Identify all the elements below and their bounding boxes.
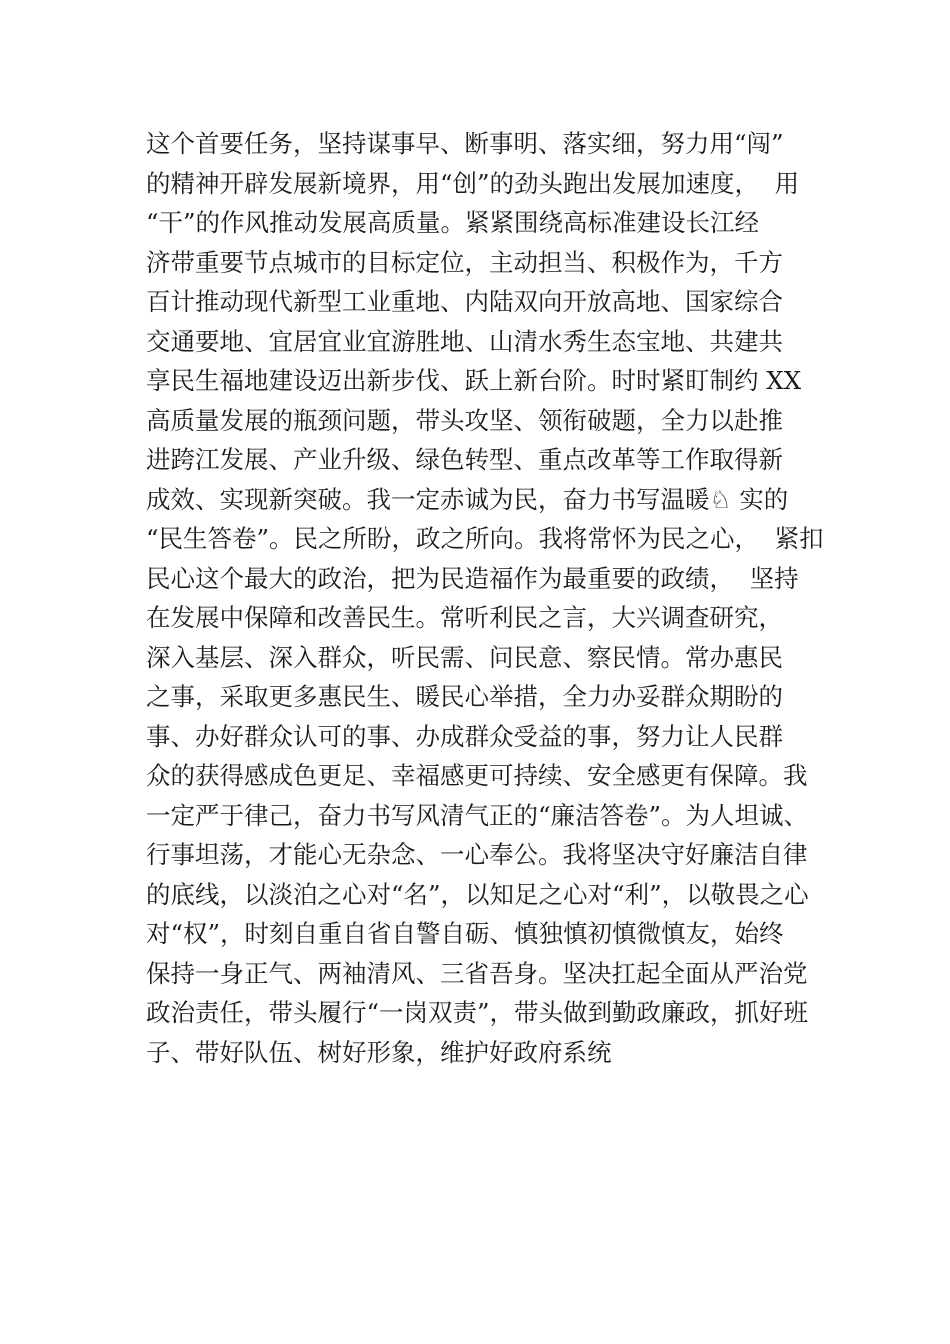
text-line: 享民生福地建设迈出新步伐、跃上新台阶。时时紧盯制约 XX xyxy=(146,366,802,395)
text-line: 交通要地、宜居宜业宜游胜地、山清水秀生态宝地、共建共 xyxy=(146,326,783,356)
text-line: 一定严于律己，奋力书写风清气正的“廉洁答卷”。为人坦诚、 xyxy=(146,800,809,830)
text-line: 高质量发展的瓶颈问题，带头攻坚、领衔破题，全力以赴推 xyxy=(146,405,783,435)
text-line: 成效、实现新突破。我一定赤诚为民，奋力书写温暖♘ 实的 xyxy=(146,484,789,514)
text-line: 众的获得感成色更足、幸福感更可持续、安全感更有保障。我 xyxy=(146,761,808,790)
text-line: 政治责任，带头履行“一岗双责”，带头做到勤政廉政，抓好班 xyxy=(146,998,809,1027)
text-line: 的精神开辟发展新境界，用“创”的劲头跑出发展加速度， 用 xyxy=(146,168,800,198)
text-line: 行事坦荡，才能心无杂念、一心奉公。我将坚决守好廉洁自律 xyxy=(146,840,808,869)
text-line: 民心这个最大的政治，把为民造福作为最重要的政绩， 坚持 xyxy=(146,563,799,593)
text-line: 保持一身正气、两袖清风、三省吾身。坚决扛起全面从严治党 xyxy=(146,958,808,988)
text-line: 这个首要任务，坚持谋事早、断事明、落实细，努力用“闯” xyxy=(146,129,784,158)
text-line: 百计推动现代新型工业重地、内陆双向开放高地、国家综合 xyxy=(146,287,783,316)
text-line: 进跨江发展、产业升级、绿色转型、重点改革等工作取得新 xyxy=(146,445,783,474)
text-line: 济带重要节点城市的目标定位，主动担当、积极作为，千方 xyxy=(146,247,783,277)
text-line: 的底线，以淡泊之心对“名”，以知足之心对“利”，以敬畏之心 xyxy=(146,879,809,909)
text-line: “民生答卷”。民之所盼，政之所向。我将常怀为民之心， 紧扣 xyxy=(146,524,824,553)
text-line: 在发展中保障和改善民生。常听利民之言，大兴调查研究， xyxy=(146,603,783,632)
text-line: 子、带好队伍、树好形象，维护好政府系统 xyxy=(146,1037,612,1067)
body-text xyxy=(146,124,826,1072)
text-line: 对“权”，时刻自重自省自警自砺、慎独慎初慎微慎友，始终 xyxy=(146,919,784,948)
text-line: 事、办好群众认可的事、办成群众受益的事，努力让人民群 xyxy=(146,721,783,751)
text-line: “干”的作风推动发展高质量。紧紧围绕高标准建设长江经 xyxy=(146,208,760,237)
text-line: 深入基层、深入群众，听民需、问民意、察民情。常办惠民 xyxy=(146,642,783,672)
text-line: 之事，采取更多惠民生、暖民心举措，全力办妥群众期盼的 xyxy=(146,682,783,711)
